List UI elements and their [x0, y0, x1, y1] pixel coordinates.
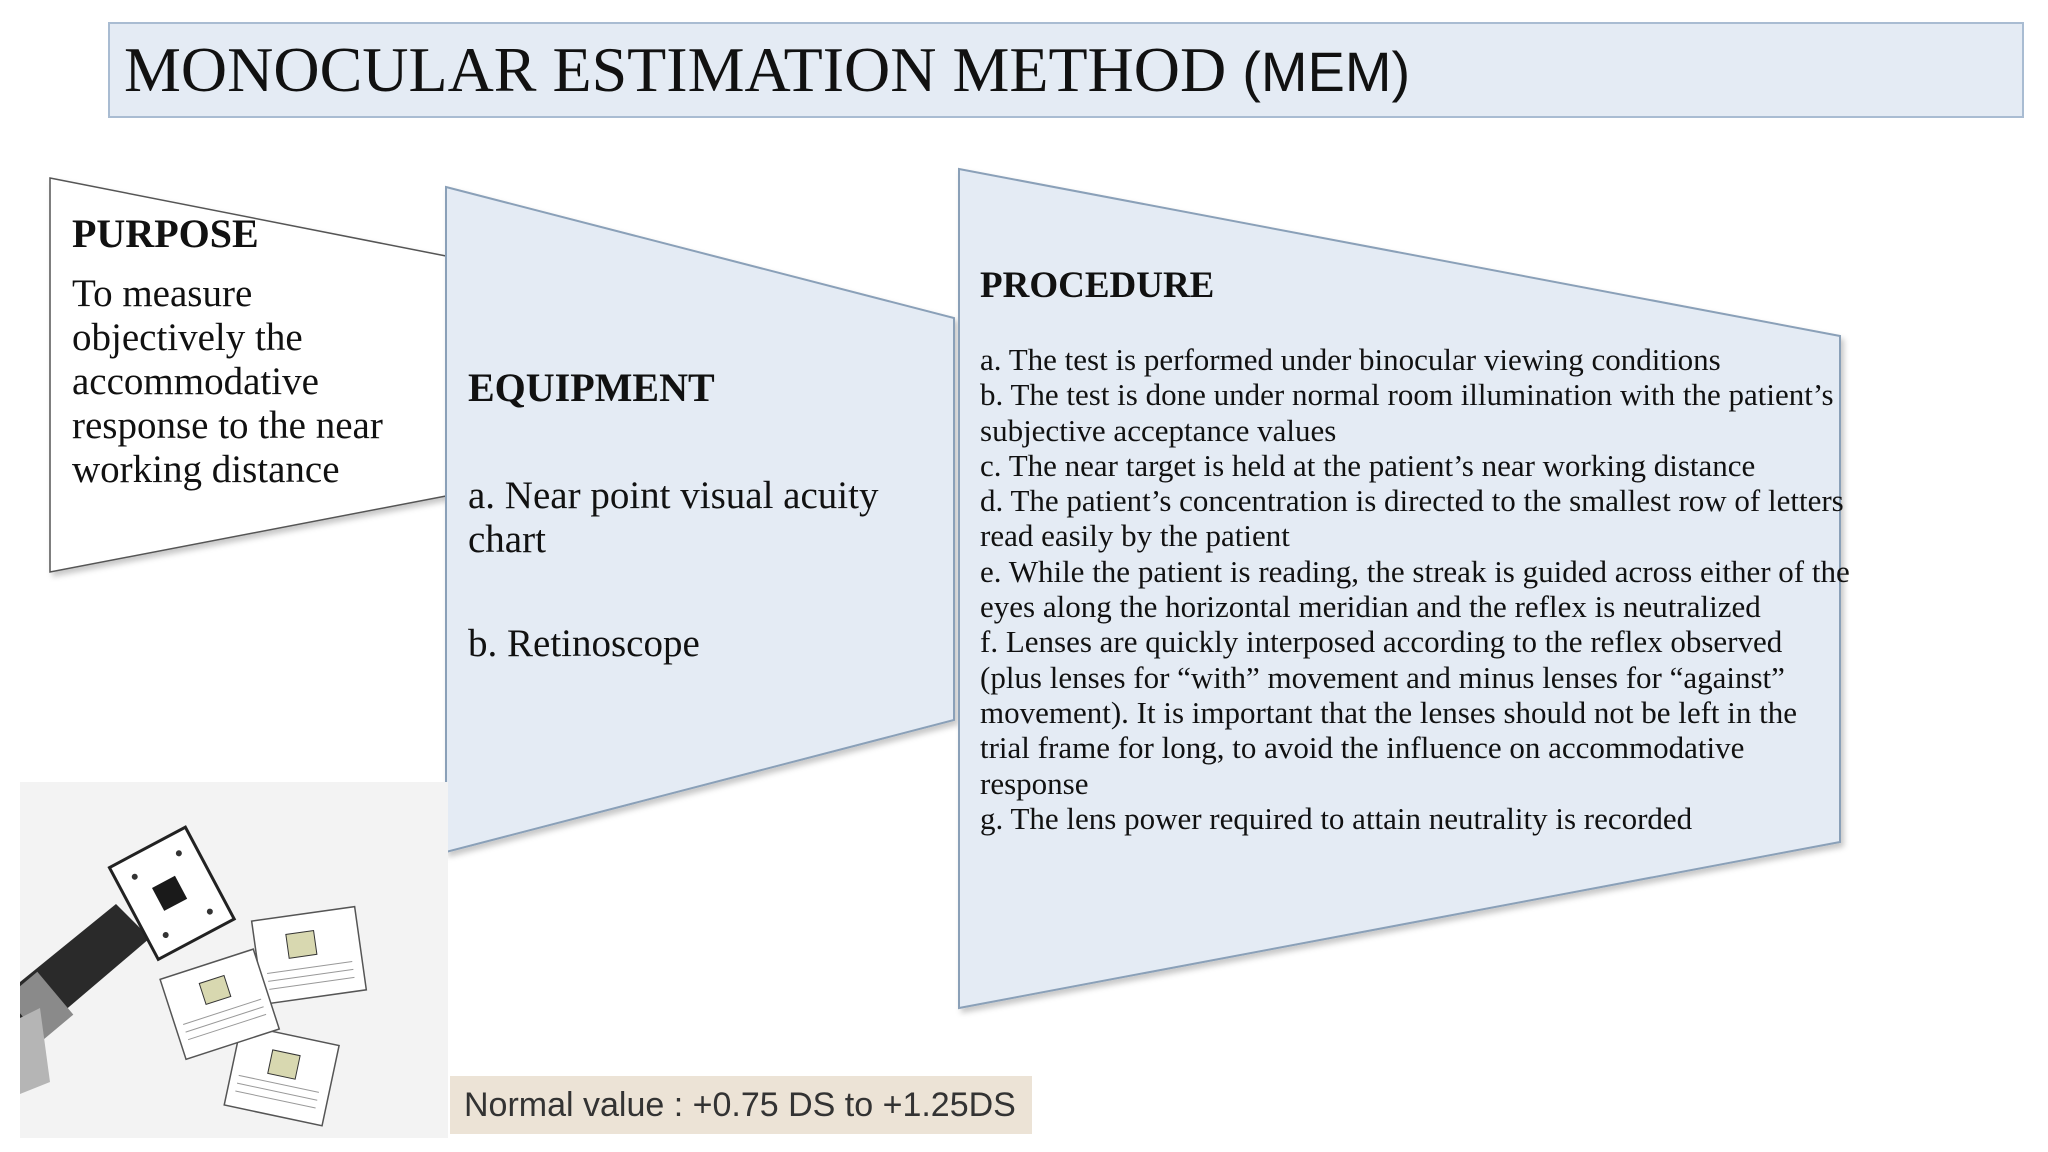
- procedure-item: g. The lens power required to attain neutrality is recorded: [980, 800, 1693, 836]
- normal-value-box: [450, 1076, 1032, 1134]
- procedure-item: f. Lenses are quickly interposed according to the reflex observed (plus lenses for “with” movement and minus lenses for “against” movement). It is important that the lenses should not be left in the trial frame for long, to avoid the influence on accommodative response: [980, 624, 1798, 801]
- title-abbreviation: (MEM): [1242, 40, 1411, 103]
- equipment-heading: EQUIPMENT: [468, 365, 715, 410]
- equipment-item: a. Near point visual acuity chart: [468, 474, 879, 561]
- procedure-heading: PROCEDURE: [980, 265, 1215, 306]
- purpose-heading: PURPOSE: [72, 211, 259, 256]
- procedure-item: e. While the patient is reading, the streak is guided across either of the eyes along the horizontal meridian and the reflex is neutralized: [980, 553, 1850, 625]
- normal-value-text: Normal value : +0.75 DS to +1.25DS: [464, 1086, 1016, 1124]
- procedure-item: b. The test is done under normal room illumination with the patient’s subjective acceptance values: [980, 377, 1834, 448]
- equipment-item: b. Retinoscope: [468, 622, 700, 665]
- procedure-list: [980, 342, 1850, 836]
- procedure-item: d. The patient’s concentration is directed to the smallest row of letters read easily by the patient: [980, 483, 1844, 554]
- retinoscope-photo: [20, 782, 448, 1138]
- procedure-item: a. The test is performed under binocular viewing conditions: [980, 342, 1721, 377]
- title-main: MONOCULAR ESTIMATION METHOD: [124, 34, 1227, 105]
- purpose-text: To measure objectively the accommodative response to the near working distance: [72, 272, 383, 491]
- retinoscope-illustration: [20, 782, 448, 1138]
- procedure-item: c. The near target is held at the patient’s near working distance: [980, 447, 1756, 483]
